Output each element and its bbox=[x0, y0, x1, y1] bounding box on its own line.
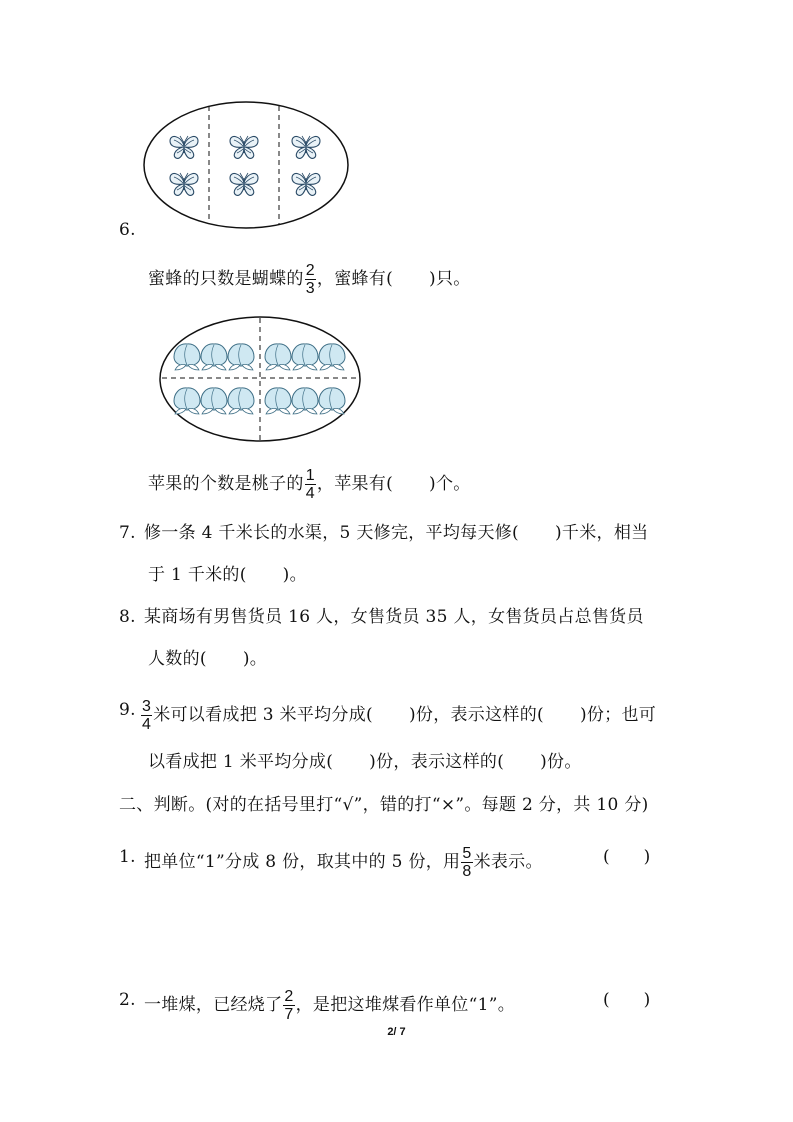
statement-text: 蜜蜂的只数是蝴蝶的 bbox=[148, 269, 304, 289]
peach-icon bbox=[319, 388, 345, 414]
fraction bbox=[305, 467, 316, 502]
question-number: 1. bbox=[119, 847, 136, 867]
fraction bbox=[461, 845, 472, 880]
statement-text: ，是把这堆煤看作单位“1”。 bbox=[295, 995, 516, 1015]
butterfly-figure bbox=[140, 98, 352, 232]
statement-text: )份；也可 bbox=[579, 705, 657, 725]
butterfly-icon bbox=[230, 173, 258, 195]
judgment-2-statement bbox=[144, 988, 515, 1023]
statement-text: )个。 bbox=[429, 474, 471, 494]
peach-icon bbox=[201, 388, 227, 414]
statement-text: 米表示。 bbox=[473, 852, 543, 872]
q8-line-2 bbox=[148, 647, 267, 671]
peach-icon bbox=[319, 344, 345, 370]
statement-text: ，苹果有( bbox=[316, 474, 394, 494]
fraction bbox=[305, 262, 316, 297]
denominator: 4 bbox=[142, 716, 152, 733]
butterfly-icon bbox=[292, 173, 320, 195]
statement-text: )只。 bbox=[429, 269, 471, 289]
q7-line-1 bbox=[144, 521, 648, 545]
denominator: 3 bbox=[305, 280, 315, 297]
page-number: 2/ 7 bbox=[387, 1026, 406, 1038]
statement-text: )份，表示这样的( bbox=[408, 705, 544, 725]
denominator: 7 bbox=[284, 1006, 294, 1023]
peach-icon bbox=[228, 344, 254, 370]
q6-statement-2 bbox=[148, 467, 471, 502]
question-number: 6. bbox=[119, 220, 136, 240]
peach-figure bbox=[158, 314, 364, 444]
butterfly-icon bbox=[230, 136, 258, 158]
question-number: 9. bbox=[119, 700, 136, 720]
statement-text: 以看成把 1 米平均分成( bbox=[148, 752, 334, 772]
peach-icon bbox=[174, 388, 200, 414]
numerator: 2 bbox=[284, 988, 294, 1005]
question-number: 2. bbox=[119, 990, 136, 1010]
numerator: 2 bbox=[305, 262, 315, 279]
section-title: 二、判断。(对的在括号里打“√”，错的打“×”。每题 2 分，共 10 分) bbox=[119, 795, 649, 815]
statement-text: 修一条 4 千米长的水渠，5 天修完，平均每天修( bbox=[144, 523, 519, 543]
statement-text: 把单位“1”分成 8 份，取其中的 5 份，用 bbox=[144, 852, 461, 872]
q9-line-2 bbox=[148, 750, 582, 774]
numerator: 1 bbox=[305, 467, 315, 484]
judgment-answer-box[interactable]: ( ) bbox=[603, 990, 651, 1010]
question-number: 7. bbox=[119, 523, 136, 543]
peach-icon bbox=[265, 388, 291, 414]
peach-icon bbox=[228, 388, 254, 414]
peach-icon bbox=[292, 388, 318, 414]
butterfly-icon bbox=[292, 136, 320, 158]
numerator: 5 bbox=[462, 845, 472, 862]
judgment-answer-box[interactable]: ( ) bbox=[603, 847, 651, 867]
butterfly-icon bbox=[170, 136, 198, 158]
peach-icon bbox=[201, 344, 227, 370]
statement-text: 于 1 千米的( bbox=[148, 565, 247, 585]
statement-text: )千米，相当 bbox=[554, 523, 649, 543]
q6-statement-1 bbox=[148, 262, 471, 297]
judgment-1-statement bbox=[144, 845, 543, 880]
statement-text: 苹果的个数是桃子的 bbox=[148, 474, 304, 494]
statement-text: 人数的( bbox=[148, 649, 207, 669]
statement-text: )。 bbox=[242, 649, 268, 669]
butterfly-icon bbox=[170, 173, 198, 195]
peach-icon bbox=[265, 344, 291, 370]
fraction bbox=[283, 988, 294, 1023]
fraction bbox=[141, 698, 152, 733]
peach-icon bbox=[292, 344, 318, 370]
statement-text: )份。 bbox=[540, 752, 582, 772]
statement-text: ，蜜蜂有( bbox=[316, 269, 394, 289]
denominator: 8 bbox=[462, 863, 472, 880]
numerator: 3 bbox=[142, 698, 152, 715]
statement-text: )。 bbox=[282, 565, 307, 585]
q9-line-1 bbox=[140, 698, 656, 733]
q8-line-1: 某商场有男售货员 16 人，女售货员 35 人，女售货员占总售货员 bbox=[144, 607, 644, 627]
statement-text: 一堆煤，已经烧了 bbox=[144, 995, 283, 1015]
peach-icon bbox=[174, 344, 200, 370]
statement-text: )份，表示这样的( bbox=[369, 752, 505, 772]
denominator: 4 bbox=[305, 485, 315, 502]
q7-line-2 bbox=[148, 563, 307, 587]
question-number: 8. bbox=[119, 607, 136, 627]
statement-text: 米可以看成把 3 米平均分成( bbox=[153, 705, 373, 725]
